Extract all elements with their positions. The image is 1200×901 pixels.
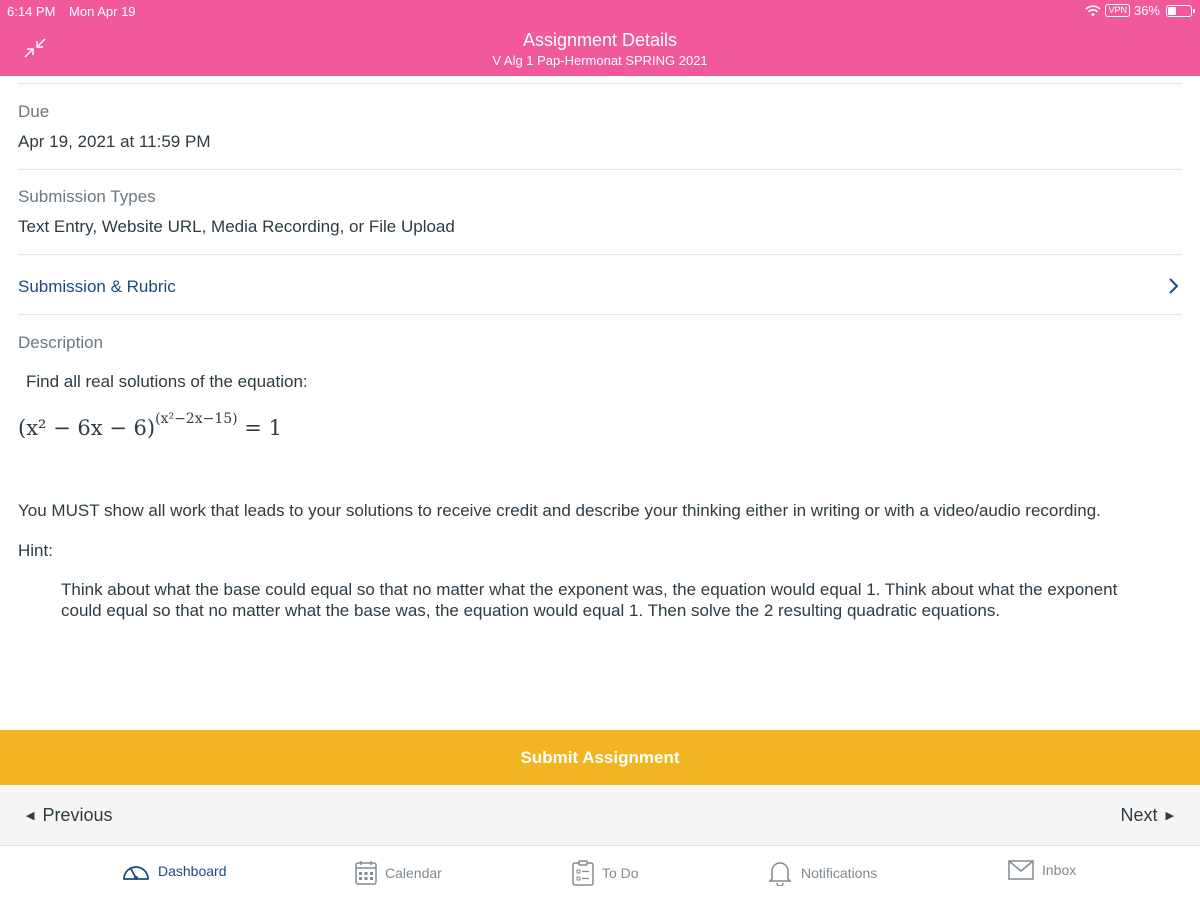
battery-icon [1166, 5, 1192, 17]
hint-label: Hint: [18, 541, 53, 560]
hint-text: Think about what the base could equal so that no matter what the exponent was, the equation would equal 1. Think about what the exponent could equal so that no matter what the base was, the equation would equal 1. Then solve the 2 resulting quadratic equations. [61, 580, 1118, 620]
battery-percent: 36% [1133, 3, 1160, 18]
equation-exponent: (x²−2x−15) [155, 411, 238, 427]
triangle-left-icon: ◀ [26, 810, 35, 822]
chevron-right-icon [1166, 277, 1180, 295]
next-button[interactable] [1121, 805, 1174, 826]
submission-rubric-link[interactable]: Submission & Rubric [18, 277, 176, 296]
equation-rhs: = 1 [237, 416, 282, 440]
calendar-icon [355, 860, 377, 886]
tab-label: Calendar [385, 865, 442, 881]
due-value: Apr 19, 2021 at 11:59 PM [18, 132, 211, 151]
tab-todo[interactable] [572, 860, 639, 886]
pager-bar [0, 785, 1200, 846]
app-header [0, 0, 1200, 76]
envelope-icon [1008, 860, 1034, 880]
dashboard-icon [122, 860, 150, 882]
wifi-icon [1085, 5, 1101, 17]
previous-label: Previous [42, 805, 113, 825]
tab-inbox[interactable] [1008, 860, 1076, 880]
tab-label: To Do [602, 865, 639, 881]
tab-dashboard[interactable] [122, 860, 227, 882]
tab-notifications[interactable] [767, 860, 877, 886]
tab-calendar[interactable] [355, 860, 442, 886]
battery-fill [1168, 7, 1176, 15]
vpn-badge: VPN [1105, 4, 1130, 17]
submit-assignment-button[interactable]: Submit Assignment [0, 730, 1200, 785]
description-label: Description [18, 333, 104, 352]
status-bar-right [1085, 3, 1192, 18]
must-show-text: You MUST show all work that leads to your solutions to receive credit and describe your thinking either in writing or with a video/audio recording. [18, 501, 1101, 520]
status-date: Mon Apr 19 [69, 4, 136, 19]
description-intro: Find all real solutions of the equation: [26, 372, 308, 391]
equation [18, 411, 282, 440]
equation-base: (x² − 6x − 6) [18, 416, 156, 440]
divider [18, 83, 1182, 84]
due-label: Due [18, 102, 50, 121]
todo-icon [572, 860, 594, 886]
submission-types-value: Text Entry, Website URL, Media Recording, or File Upload [18, 217, 455, 236]
divider [18, 169, 1182, 170]
submission-rubric-row[interactable] [0, 257, 1200, 315]
status-bar-left [7, 4, 136, 19]
bell-icon [767, 860, 793, 886]
previous-button[interactable] [26, 805, 113, 826]
tab-label: Inbox [1042, 862, 1077, 878]
tab-label: Dashboard [158, 863, 227, 879]
page-title: Assignment Details [522, 30, 678, 50]
divider [18, 254, 1182, 255]
status-time: 6:14 PM [7, 4, 56, 19]
tab-label: Notifications [801, 865, 878, 881]
triangle-right-icon: ▶ [1165, 810, 1174, 822]
next-label: Next [1120, 805, 1158, 825]
tab-bar [0, 846, 1200, 901]
submission-types-label: Submission Types [18, 187, 156, 206]
divider [18, 314, 1182, 315]
course-subtitle: V Alg 1 Pap-Hermonat SPRING 2021 [492, 53, 708, 68]
